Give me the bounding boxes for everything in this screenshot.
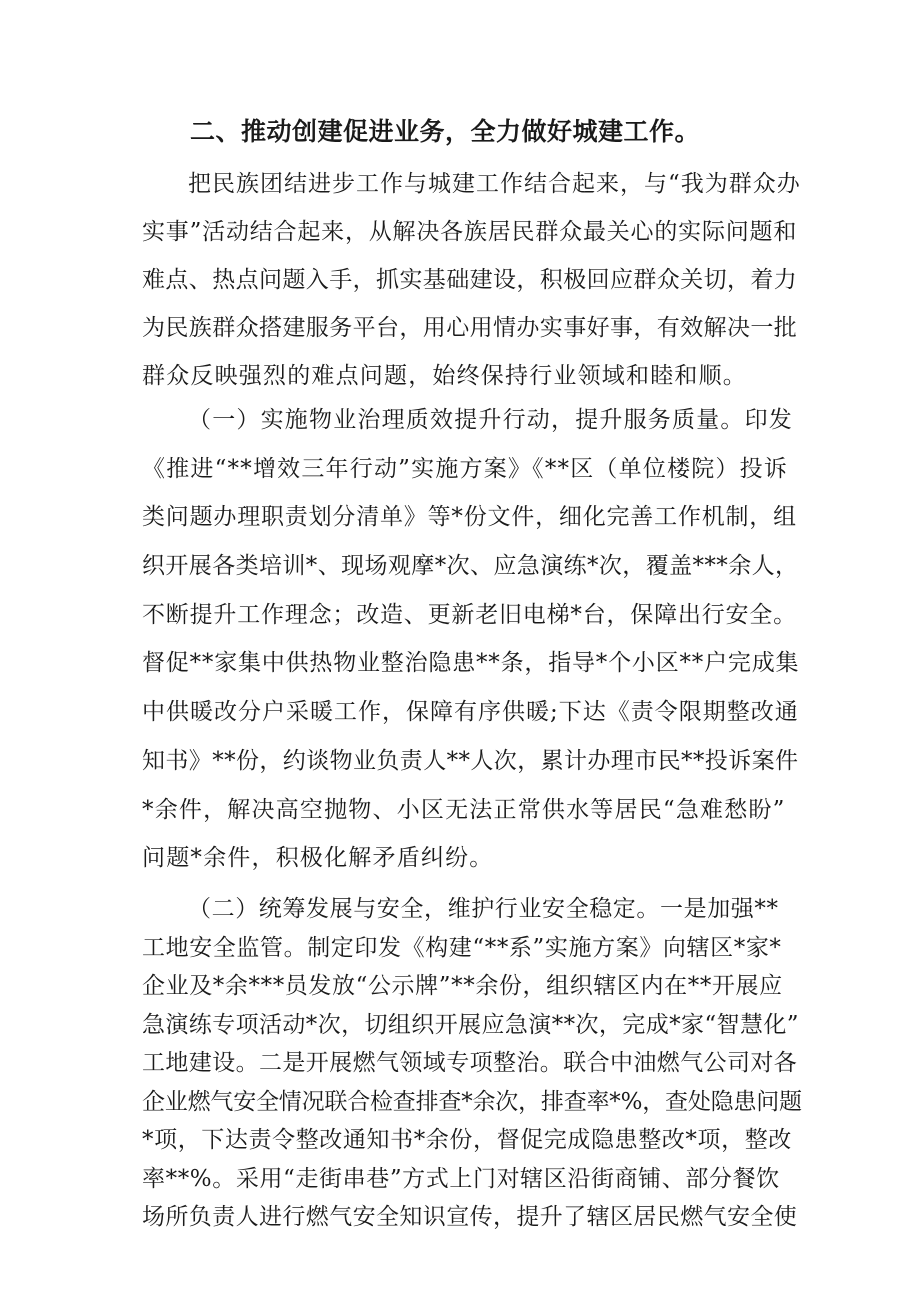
section-heading: 二、推动创建促进业务，全力做好城建工作。: [190, 117, 701, 146]
text-line: （二）统筹发展与安全，维护行业安全稳定。一是加强**: [188, 896, 779, 922]
paragraph-intro: [142, 160, 802, 400]
text-line: 难点、热点问题入手，抓实基础建设，积极回应群众关切，着力: [142, 267, 798, 293]
text-line: 知书》**份，约谈物业负责人**人次，累计办理市民**投诉案件: [142, 747, 799, 774]
text-line: 企业及*余***员发放“公示牌”**余份，组织辖区内在**开展应: [142, 973, 783, 999]
text-line: 督促**家集中供热物业整治隐患**条，指导*个小区**户完成集: [142, 650, 800, 677]
text-line: 实事”活动结合起来，从解决各族居民群众最关心的实际问题和: [142, 219, 798, 245]
text-line: 工地建设。二是开展燃气领域专项整治。联合中油燃气公司对各: [142, 1050, 798, 1076]
text-line: 问题*余件，积极化解矛盾纠纷。: [142, 845, 494, 872]
text-line: 类问题办理职责划分清单》等*份文件，细化完善工作机制，组: [142, 504, 797, 531]
text-line: *项，下达责令整改通知书*余份，督促完成隐患整改*项，整改: [142, 1127, 792, 1153]
text-line: 为民族群众搭建服务平台，用心用情办实事好事，有效解决一批: [142, 315, 798, 341]
paragraph-property-management: [142, 396, 802, 883]
text-line: *余件，解决高空抛物、小区无法正常供水等居民“急难愁盼”: [142, 796, 786, 823]
text-line: （一）实施物业治理质效提升行动，提升服务质量。印发: [188, 407, 793, 433]
text-line: 率**%。采用“走街串巷”方式上门对辖区沿街商铺、部分餐饮: [142, 1165, 780, 1192]
text-line: 把民族团结进步工作与城建工作结合起来，与“我为群众办: [188, 171, 801, 197]
text-line: 中供暖改分户采暖工作，保障有序供暖;下达《责令限期整改通: [142, 699, 799, 726]
text-line: 《推进“**增效三年行动”实施方案》《**区（单位楼院）投诉: [142, 455, 789, 482]
text-line: 急演练专项活动*次，切组织开展应急演**次，完成*家“智慧化”: [142, 1011, 799, 1038]
text-line: 织开展各类培训*、现场观摩*次、应急演练*次，覆盖***余人，: [142, 553, 799, 580]
paragraph-safety: [142, 890, 802, 1237]
text-line: 群众反映强烈的难点问题，始终保持行业领域和睦和顺。: [142, 363, 747, 389]
text-line: 不断提升工作理念；改造、更新老旧电梯*台，保障出行安全。: [142, 601, 797, 628]
text-line: 企业燃气安全情况联合检查排查*余次，排查率*%，查处隐患问题: [142, 1088, 802, 1115]
text-line: 场所负责人进行燃气安全知识宣传，提升了辖区居民燃气安全使: [142, 1204, 798, 1230]
text-line: 工地安全监管。制定印发《构建“**系”实施方案》向辖区*家*: [142, 934, 782, 961]
